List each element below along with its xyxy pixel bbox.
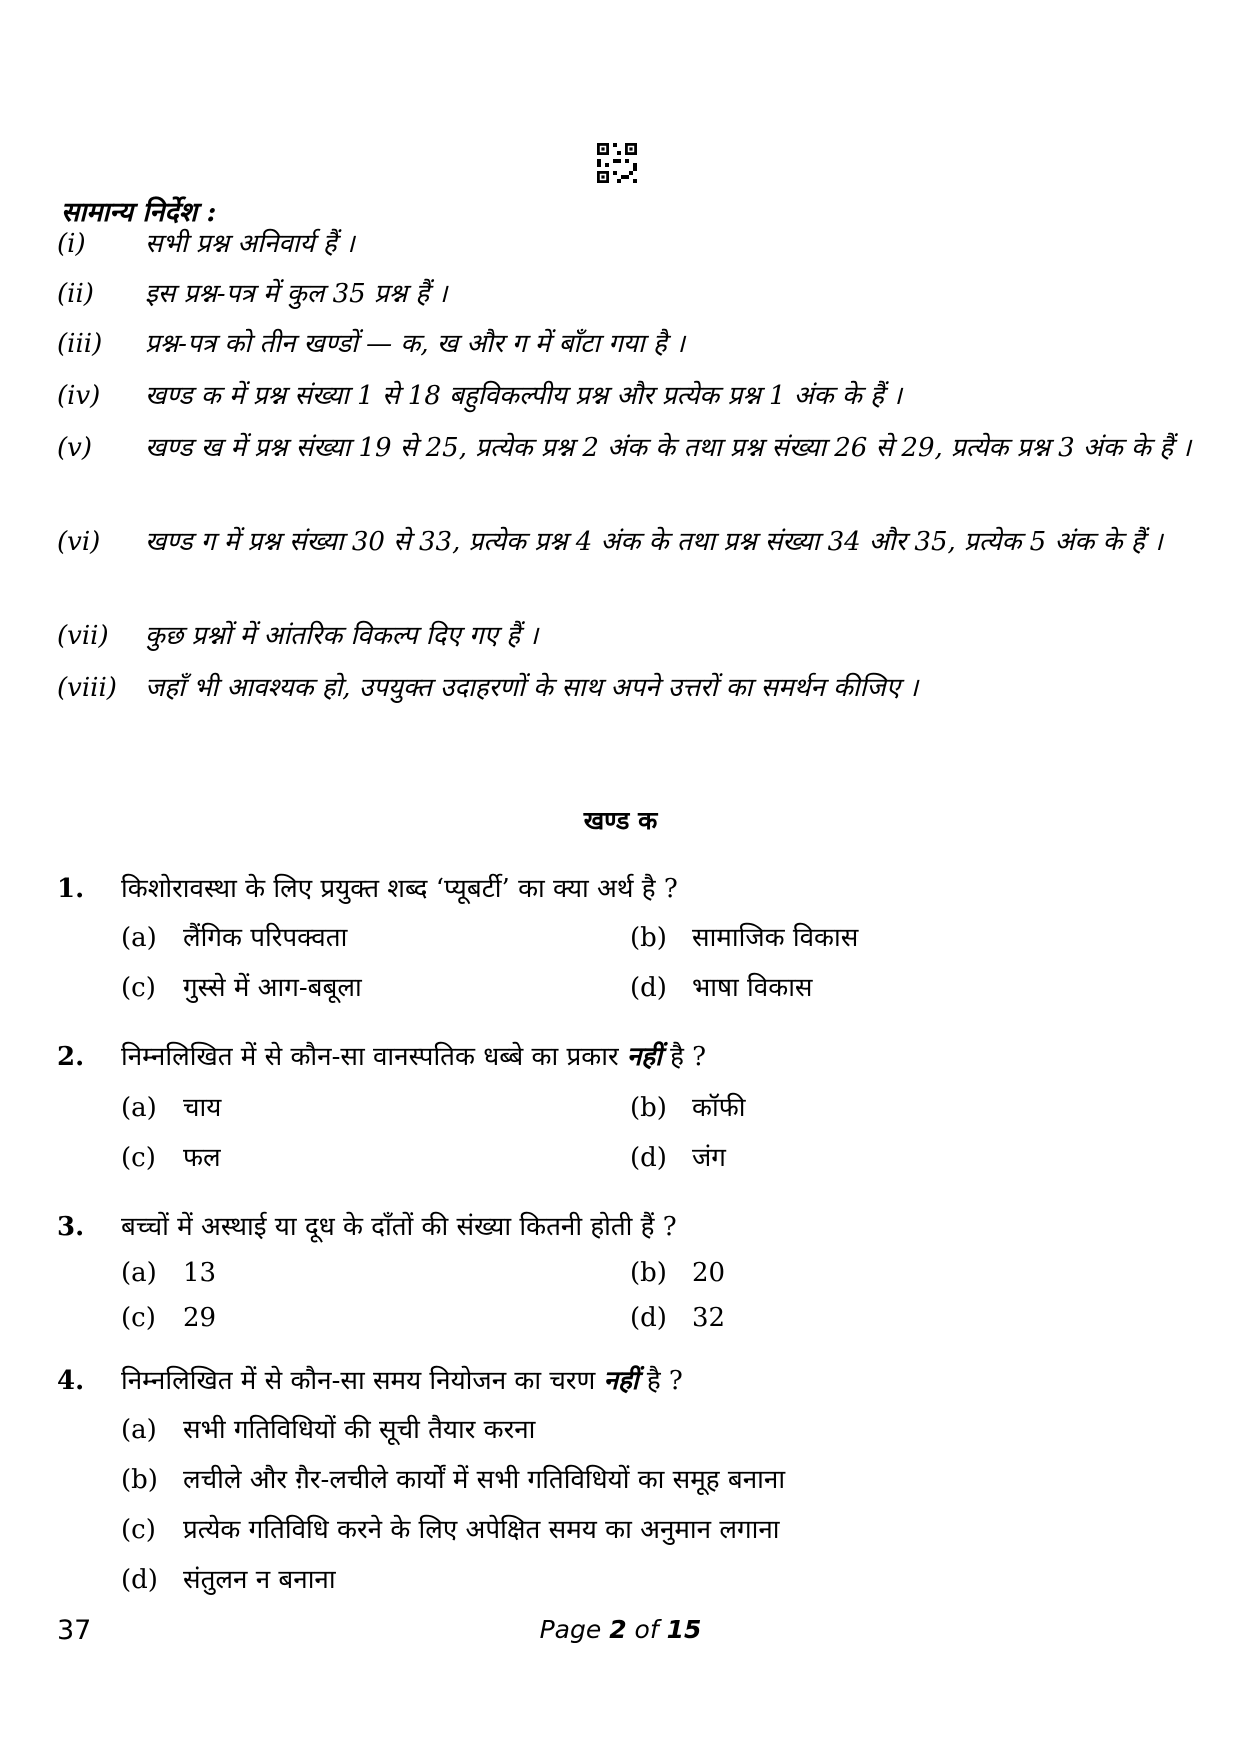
instruction-number: (i) [57,229,86,259]
instruction-number: (ii) [57,279,94,309]
page-indicator: Page 2 of 15 [539,1615,702,1644]
option-label: (d) [630,973,667,1003]
option-text: लैंगिक परिपक्वता [183,923,348,953]
option-label: (d) [630,1143,667,1173]
option-text: 32 [692,1303,726,1333]
option-label: (c) [121,973,156,1003]
option-label: (a) [121,1258,157,1288]
option-item [630,1303,725,1333]
instruction-text: खण्ड ख में प्रश्न संख्या 19 से 25, प्रत्येक प्रश्न 2 अंक के तथा प्रश्न संख्या 26 से 29, प्रत्येक प्रश्न 3 अंक के हैं । [145,433,1192,463]
option-text: सामाजिक विकास [692,923,859,953]
option-label: (b) [121,1465,158,1495]
option-item [121,1410,535,1446]
option-item [121,1138,221,1174]
option-item [630,1258,725,1288]
instruction-text: कुछ प्रश्नों में आंतरिक विकल्प दिए गए हैं । [145,621,539,651]
option-text: कॉफी [692,1093,746,1123]
option-label: (b) [630,1093,667,1123]
option-item [121,918,347,954]
option-text: लचीले और ग़ैर-लचीले कार्यों में सभी गतिविधियों का समूह बनाना [183,1465,786,1495]
option-text: जंग [692,1143,726,1173]
instruction-number: (v) [57,433,92,463]
question-text: निम्नलिखित में से कौन-सा वानस्पतिक धब्बे का प्रकार नहीं है ? [121,1042,707,1072]
instruction-text: खण्ड ग में प्रश्न संख्या 30 से 33, प्रत्येक प्रश्न 4 अंक के तथा प्रश्न संख्या 34 और 35, प्रत्येक 5 अंक के हैं । [145,527,1163,557]
question-text: निम्नलिखित में से कौन-सा समय नियोजन का चरण नहीं है ? [121,1366,683,1396]
question-number: 1. [57,874,85,904]
option-text: संतुलन न बनाना [183,1565,336,1595]
question-text: किशोरावस्था के लिए प्रयुक्त शब्द ‘प्यूबर्टी’ का क्या अर्थ है ? [121,874,678,904]
option-item [630,1088,745,1124]
option-label: (b) [630,923,667,953]
option-text: प्रत्येक गतिविधि करने के लिए अपेक्षित समय का अनुमान लगाना [183,1515,780,1545]
emphasis-not: नहीं [603,1366,639,1396]
option-item [121,1303,216,1333]
option-text: फल [183,1143,221,1173]
instruction-number: (iv) [57,381,101,411]
question-text: बच्चों में अस्थाई या दूध के दाँतों की संख्या कितनी होती हैं ? [121,1212,677,1242]
instruction-number: (vii) [57,621,109,651]
emphasis-not: नहीं [626,1042,662,1072]
question-number: 3. [57,1212,85,1242]
instruction-text: खण्ड क में प्रश्न संख्या 1 से 18 बहुविकल्पीय प्रश्न और प्रत्येक प्रश्न 1 अंक के हैं । [145,381,903,411]
option-text: 29 [183,1303,217,1333]
general-instructions-heading: सामान्य निर्देश : [61,197,217,228]
option-text: 20 [692,1258,726,1288]
option-label: (b) [630,1258,667,1288]
option-item [121,968,362,1004]
option-text: चाय [183,1093,222,1123]
instruction-text: इस प्रश्न-पत्र में कुल 35 प्रश्न हैं । [145,279,448,309]
option-item [121,1510,780,1546]
question-number: 4. [57,1366,85,1396]
option-label: (d) [121,1565,158,1595]
qr-code-icon [597,143,637,183]
question-paper-code: 37 [57,1615,92,1646]
option-item [630,1138,726,1174]
instruction-number: (iii) [57,329,103,359]
option-label: (c) [121,1515,156,1545]
option-item [630,968,813,1004]
option-item [121,1088,221,1124]
section-title: खण्ड क [583,806,658,835]
instruction-text: प्रश्न-पत्र को तीन खण्डों — क, ख और ग में बाँटा गया है । [145,329,685,359]
instruction-text: सभी प्रश्न अनिवार्य हैं । [145,229,355,259]
option-label: (a) [121,923,157,953]
option-label: (d) [630,1303,667,1333]
option-item [121,1560,336,1596]
question-number: 2. [57,1042,85,1072]
option-item [630,918,858,954]
option-text: 13 [183,1258,217,1288]
instruction-number: (viii) [57,673,117,703]
instruction-number: (vi) [57,527,101,557]
option-item [121,1258,216,1288]
option-label: (a) [121,1093,157,1123]
option-text: गुस्से में आग-बबूला [183,973,362,1003]
option-label: (c) [121,1143,156,1173]
option-label: (c) [121,1303,156,1333]
option-item [121,1460,785,1496]
instruction-text: जहाँ भी आवश्यक हो, उपयुक्त उदाहरणों के साथ अपने उत्तरों का समर्थन कीजिए । [145,673,919,703]
option-label: (a) [121,1415,157,1445]
option-text: भाषा विकास [692,973,813,1003]
option-text: सभी गतिविधियों की सूची तैयार करना [183,1415,536,1445]
